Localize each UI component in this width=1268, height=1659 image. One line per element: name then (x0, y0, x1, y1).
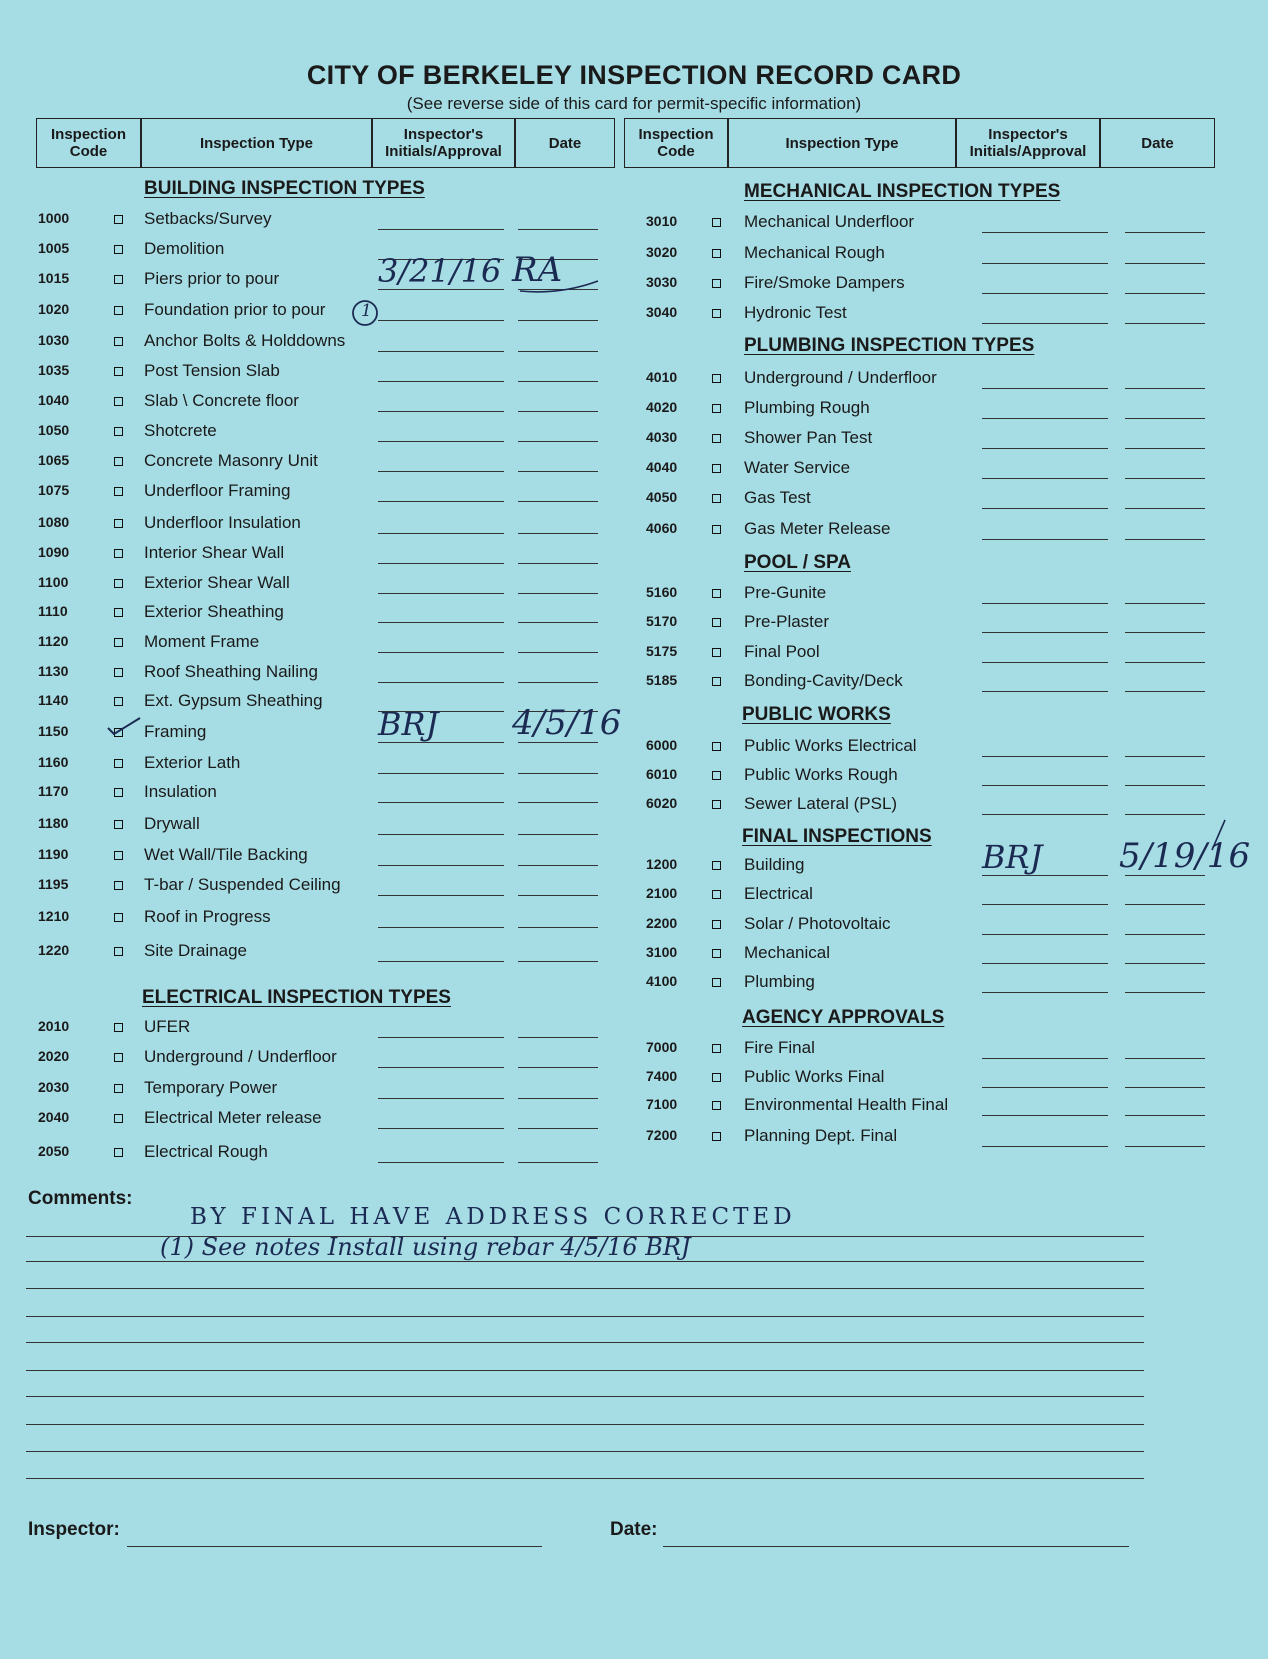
left-row-2010-label: UFER (144, 1017, 191, 1036)
left-row-1170-label: Insulation (144, 782, 217, 801)
left-row-1130-label: Roof Sheathing Nailing (144, 662, 318, 681)
header-inspection-code: Inspection Code (36, 118, 141, 168)
left-row-2050-code: 2050 (38, 1143, 70, 1159)
left-row-1120-code: 1120 (38, 633, 69, 649)
left-row-1050-label: Shotcrete (144, 421, 217, 440)
left-row-1035-label: Post Tension Slab (144, 361, 280, 380)
right-row-6020-label: Sewer Lateral (PSL) (744, 794, 898, 813)
right-row-5175-code: 5175 (646, 643, 678, 659)
header-inspection-code-right: Inspection Code (624, 118, 728, 168)
comment-line[interactable] (26, 1478, 1144, 1479)
left-row-1030-label: Anchor Bolts & Holddowns (144, 331, 346, 350)
right-row-3030-label: Fire/Smoke Dampers (744, 273, 905, 292)
left-row-1075-label: Underfloor Framing (144, 481, 291, 500)
right-row-3040-label: Hydronic Test (744, 303, 847, 322)
comment-line[interactable] (26, 1342, 1144, 1343)
right-row-7200-label: Planning Dept. Final (744, 1126, 898, 1145)
section-public-works: PUBLIC WORKS (742, 704, 891, 725)
left-row-1220-label: Site Drainage (144, 941, 248, 960)
left-row-1150-label: Framing (144, 722, 207, 741)
left-row-1180-label: Drywall (144, 814, 200, 833)
right-row-3020-code: 3020 (646, 244, 678, 260)
right-row-2200-label: Solar / Photovoltaic (744, 914, 891, 933)
right-row-4100-code: 4100 (646, 973, 678, 989)
right-row-7100-code: 7100 (646, 1096, 678, 1112)
left-row-2040-code: 2040 (38, 1109, 70, 1125)
left-row-1195-code: 1195 (38, 876, 69, 892)
left-row-1015-initials-handwritten: 3/21/16 (378, 252, 502, 290)
right-row-4040-code: 4040 (646, 459, 678, 475)
right-row-5170-label: Pre-Plaster (744, 612, 830, 631)
left-row-1140-label: Ext. Gypsum Sheathing (144, 691, 323, 710)
comment-text-line-1: BY FINAL HAVE ADDRESS CORRECTED (190, 1204, 796, 1230)
left-row-1080-label: Underfloor Insulation (144, 513, 301, 532)
left-row-1110-label: Exterior Sheathing (144, 602, 284, 621)
left-row-1130-code: 1130 (38, 663, 69, 679)
left-row-1050-code: 1050 (38, 422, 70, 438)
left-row-1090-label: Interior Shear Wall (144, 543, 285, 562)
left-row-1005-code: 1005 (38, 240, 70, 256)
right-row-3020-label: Mechanical Rough (744, 243, 885, 262)
right-row-4010-label: Underground / Underfloor (744, 368, 937, 387)
right-row-2200-code: 2200 (646, 915, 678, 931)
comment-text-line-2: (1) See notes Install using rebar 4/5/16 BRJ (160, 1233, 691, 1261)
right-row-2100-label: Electrical (744, 884, 813, 903)
right-row-5185-label: Bonding-Cavity/Deck (744, 671, 903, 690)
left-row-2020-label: Underground / Underfloor (144, 1047, 337, 1066)
comment-line[interactable] (26, 1288, 1144, 1289)
left-row-1150-code: 1150 (38, 723, 69, 739)
section-pool-spa: POOL / SPA (744, 552, 851, 573)
left-row-2030-label: Temporary Power (144, 1078, 278, 1097)
right-row-3030-code: 3030 (646, 274, 678, 290)
left-row-1015-date-handwritten: RA (512, 250, 563, 290)
right-row-5185-code: 5185 (646, 672, 678, 688)
right-row-5160-code: 5160 (646, 584, 678, 600)
left-row-1015-code: 1015 (38, 270, 70, 286)
right-row-7400-code: 7400 (646, 1068, 678, 1084)
inspector-label: Inspector: (28, 1519, 120, 1540)
right-row-5175-label: Final Pool (744, 642, 820, 661)
left-row-1035-code: 1035 (38, 362, 70, 378)
right-row-4050-code: 4050 (646, 489, 678, 505)
left-row-1100-code: 1100 (38, 574, 69, 590)
left-row-1020-code: 1020 (38, 301, 70, 317)
header-inspector-initials-right: Inspector's Initials/Approval (956, 118, 1100, 168)
left-row-1150-initials-handwritten: BRJ (378, 705, 439, 743)
right-row-5170-code: 5170 (646, 613, 678, 629)
right-row-4060-label: Gas Meter Release (744, 519, 891, 538)
left-row-1100-label: Exterior Shear Wall (144, 573, 290, 592)
left-row-2030-code: 2030 (38, 1079, 70, 1095)
left-row-2050-label: Electrical Rough (144, 1142, 268, 1161)
right-row-4030-code: 4030 (646, 429, 678, 445)
right-row-3010-label: Mechanical Underfloor (744, 212, 915, 231)
left-row-1020-label: Foundation prior to pour (144, 300, 326, 319)
left-row-1080-code: 1080 (38, 514, 70, 530)
section-electrical: ELECTRICAL INSPECTION TYPES (142, 987, 451, 1008)
left-row-1210-code: 1210 (38, 908, 70, 924)
right-row-4050-label: Gas Test (744, 488, 811, 507)
left-row-1150-date-handwritten: 4/5/16 (512, 703, 622, 743)
left-row-1195-label: T-bar / Suspended Ceiling (144, 875, 341, 894)
left-row-1040-label: Slab \ Concrete floor (144, 391, 299, 410)
right-row-4010-code: 4010 (646, 369, 678, 385)
header-date-right: Date (1100, 118, 1215, 168)
left-row-1220-code: 1220 (38, 942, 70, 958)
right-row-6010-code: 6010 (646, 766, 678, 782)
left-row-2040-label: Electrical Meter release (144, 1108, 322, 1127)
right-row-3100-label: Mechanical (744, 943, 830, 962)
left-row-1015-label: Piers prior to pour (144, 269, 280, 288)
comment-line[interactable] (26, 1261, 1144, 1262)
right-row-3040-code: 3040 (646, 304, 678, 320)
left-row-1160-label: Exterior Lath (144, 753, 241, 772)
card-subtitle: (See reverse side of this card for permit-specific information) (406, 94, 862, 113)
right-row-1200-code: 1200 (646, 856, 678, 872)
right-row-1200-label: Building (744, 855, 805, 874)
section-plumbing: PLUMBING INSPECTION TYPES (744, 335, 1035, 356)
right-row-1200-initials-handwritten: BRJ (982, 838, 1043, 876)
left-row-1030-code: 1030 (38, 332, 70, 348)
left-row-1160-code: 1160 (38, 754, 69, 770)
left-row-1170-code: 1170 (38, 783, 69, 799)
right-row-6010-label: Public Works Rough (744, 765, 898, 784)
right-row-3010-code: 3010 (646, 213, 678, 229)
header-inspector-initials: Inspector's Initials/Approval (372, 118, 515, 168)
right-row-4060-code: 4060 (646, 520, 678, 536)
right-row-5160-label: Pre-Gunite (744, 583, 827, 602)
comment-line[interactable] (26, 1451, 1144, 1452)
right-row-7000-code: 7000 (646, 1039, 678, 1055)
left-row-2020-code: 2020 (38, 1048, 70, 1064)
right-row-6000-label: Public Works Electrical (744, 736, 917, 755)
date-label: Date: (610, 1519, 658, 1540)
left-row-1065-label: Concrete Masonry Unit (144, 451, 318, 470)
header-date: Date (515, 118, 615, 168)
right-row-3100-code: 3100 (646, 944, 678, 960)
right-row-7100-label: Environmental Health Final (744, 1095, 949, 1114)
left-row-1075-code: 1075 (38, 482, 70, 498)
right-row-1200-date-handwritten: 5/19/16 (1119, 836, 1251, 876)
right-row-6020-code: 6020 (646, 795, 678, 811)
right-row-4020-label: Plumbing Rough (744, 398, 870, 417)
section-final-inspections: FINAL INSPECTIONS (742, 826, 932, 847)
comment-line[interactable] (26, 1316, 1144, 1317)
left-row-1040-code: 1040 (38, 392, 70, 408)
header-inspection-type-right: Inspection Type (728, 118, 956, 168)
right-row-6000-code: 6000 (646, 737, 678, 753)
footer-date-line[interactable] (663, 1546, 1129, 1547)
left-row-1140-code: 1140 (38, 692, 69, 708)
left-row-1005-label: Demolition (144, 239, 225, 258)
note-marker-number: 1 (361, 301, 372, 321)
right-row-4020-code: 4020 (646, 399, 678, 415)
left-row-1190-label: Wet Wall/Tile Backing (144, 845, 308, 864)
left-row-1065-code: 1065 (38, 452, 70, 468)
header-inspection-type: Inspection Type (141, 118, 372, 168)
comment-line[interactable] (26, 1424, 1144, 1425)
comment-line[interactable] (26, 1396, 1144, 1397)
left-row-1120-label: Moment Frame (144, 632, 260, 651)
left-row-1000-code: 1000 (38, 210, 70, 226)
right-row-7400-label: Public Works Final (744, 1067, 885, 1086)
left-row-1110-code: 1110 (38, 603, 68, 619)
section-building: BUILDING INSPECTION TYPES (144, 178, 425, 199)
left-row-1210-label: Roof in Progress (144, 907, 271, 926)
left-row-1000-label: Setbacks/Survey (144, 209, 272, 228)
right-row-7200-code: 7200 (646, 1127, 678, 1143)
right-row-4100-label: Plumbing (744, 972, 815, 991)
section-agency-approvals: AGENCY APPROVALS (742, 1007, 945, 1028)
left-row-2010-code: 2010 (38, 1018, 70, 1034)
inspector-signature-line[interactable] (127, 1546, 542, 1547)
card-title: CITY OF BERKELEY INSPECTION RECORD CARD (306, 60, 962, 90)
comment-line[interactable] (26, 1370, 1144, 1371)
left-row-1190-code: 1190 (38, 846, 69, 862)
comments-label: Comments: (28, 1188, 133, 1209)
right-row-2100-code: 2100 (646, 885, 678, 901)
left-row-1090-code: 1090 (38, 544, 70, 560)
right-row-7000-label: Fire Final (744, 1038, 815, 1057)
right-row-4040-label: Water Service (744, 458, 851, 477)
right-row-4030-label: Shower Pan Test (744, 428, 873, 447)
left-row-1180-code: 1180 (38, 815, 69, 831)
section-mechanical: MECHANICAL INSPECTION TYPES (744, 181, 1061, 202)
